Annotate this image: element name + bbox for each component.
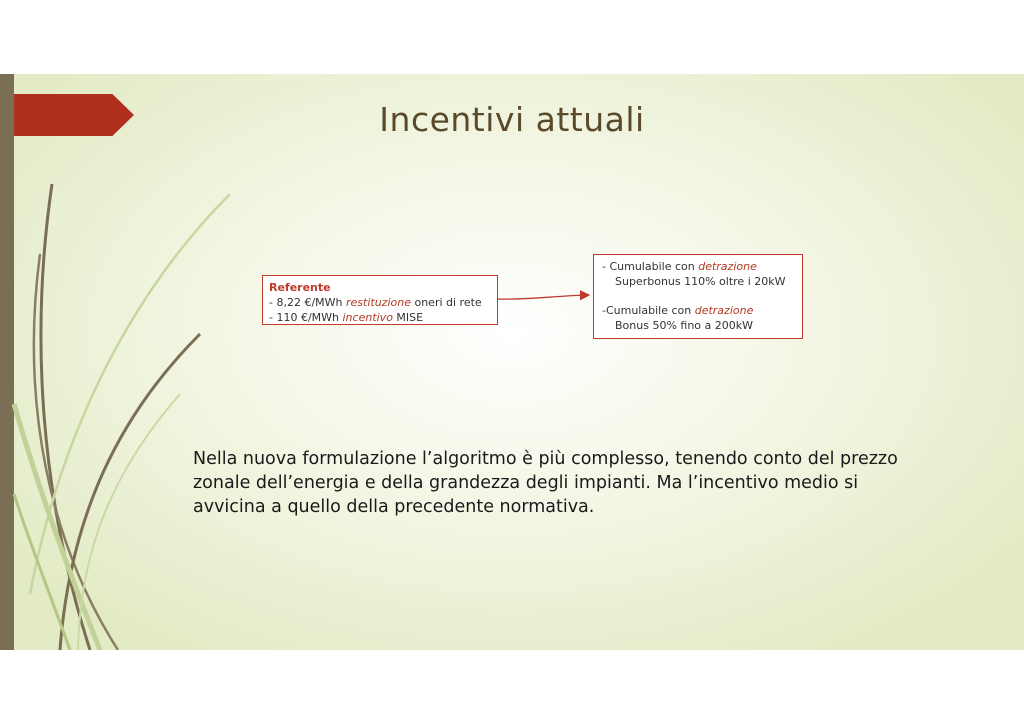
referente-line-1: - 8,22 €/MWh restituzione oneri di rete [269,296,482,309]
referente-box [262,275,498,325]
slide-title: Incentivi attuali [379,100,645,139]
cumulabile-item-1: - Cumulabile con detrazione [602,260,757,273]
body-paragraph: Nella nuova formulazione l’algoritmo è più complesso, tenendo conto del prezzo zonale dell’energia e della grandezza degli impianti. Ma l’incentivo medio si avvicina a quello della precedente normativa. [193,449,898,517]
cumulabile-item-2: -Cumulabile con detrazione [602,304,754,317]
slide [0,74,1024,650]
grass-decoration [0,74,240,650]
cumulabile-box [593,254,803,339]
cumulabile-item-2-detail: Bonus 50% fino a 200kW [615,319,753,332]
cumulabile-item-1-detail: Superbonus 110% oltre i 20kW [615,275,786,288]
referente-heading: Referente [269,281,331,294]
referente-line-2: - 110 €/MWh incentivo MISE [269,311,424,324]
